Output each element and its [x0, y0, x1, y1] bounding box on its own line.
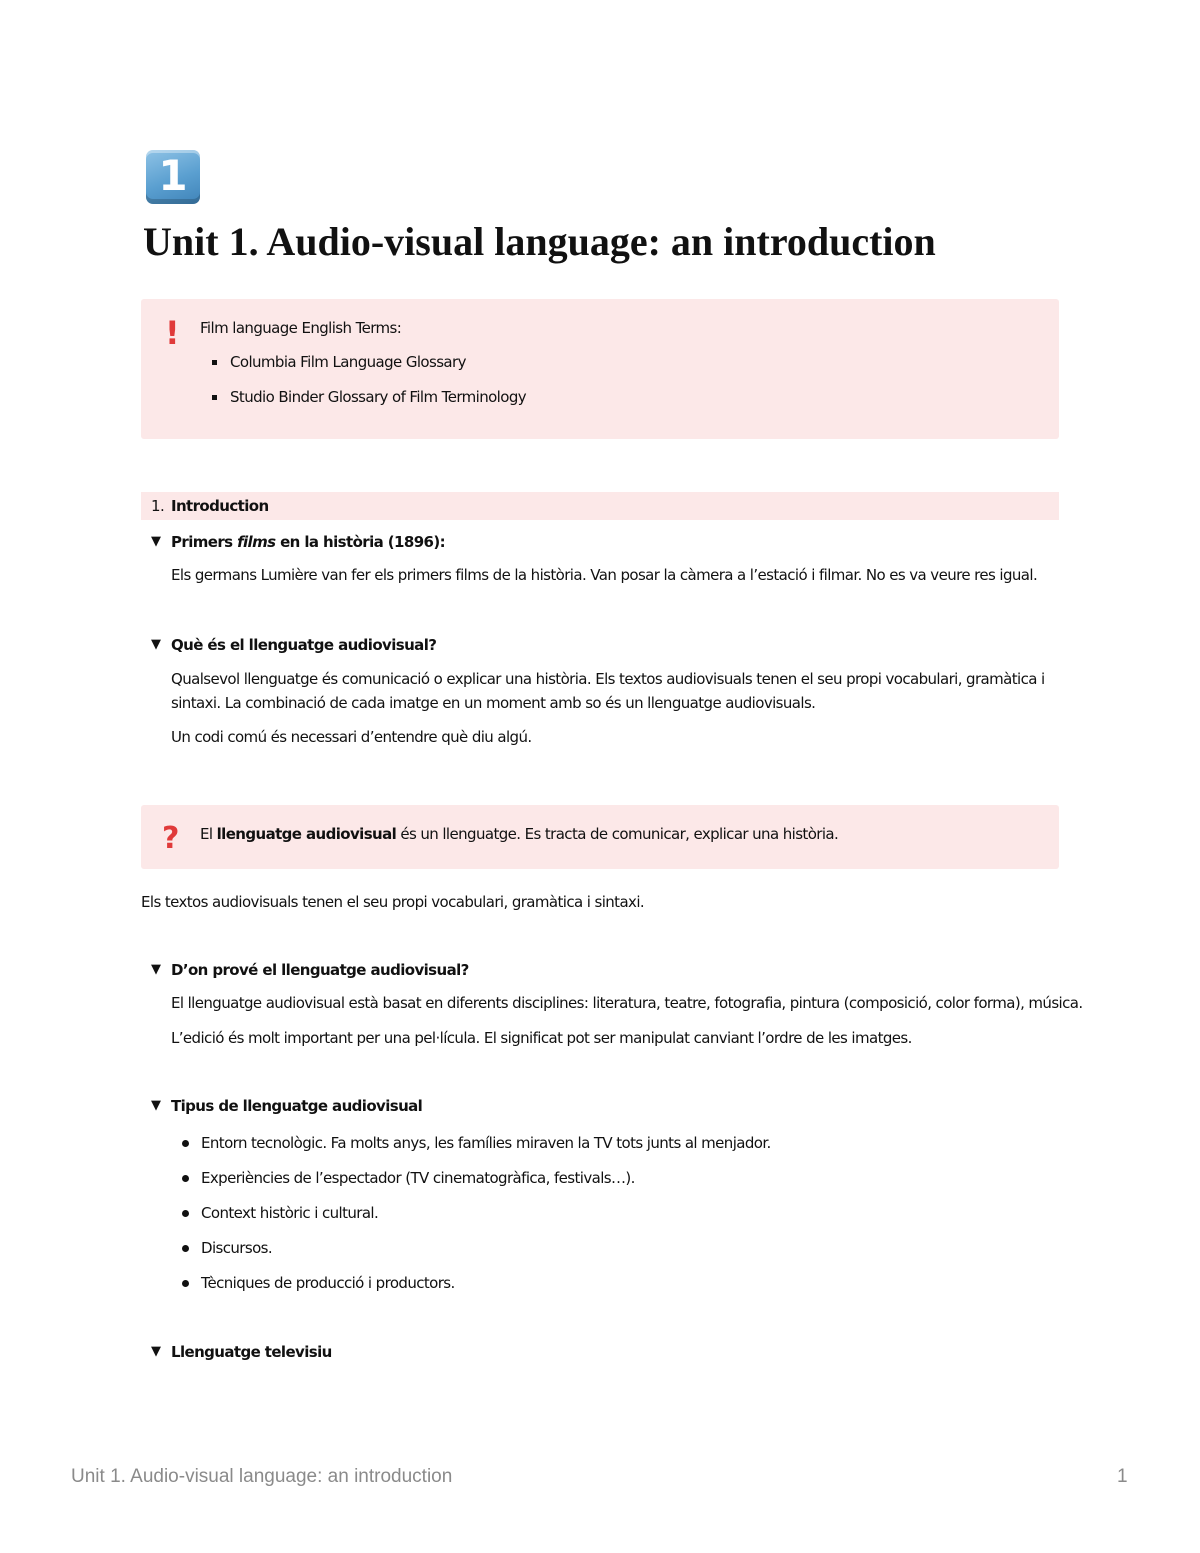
- toggle-triangle-icon[interactable]: ▼: [151, 637, 161, 652]
- toggle-title-don-prove[interactable]: D’on prové el llenguatge audiovisual?: [171, 961, 469, 979]
- footer-title: Unit 1. Audio-visual language: an introduction: [71, 1466, 453, 1487]
- toggle-triangle-icon[interactable]: ▼: [151, 962, 161, 977]
- list-item: Entorn tecnològic. Fa molts anys, les famílies miraven la TV tots junts al menjador.: [201, 1134, 771, 1152]
- paragraph-lumiere: Els germans Lumière van fer els primers films de la història. Van posar la càmera a l’estació i filmar. No es va veure res igual.: [171, 566, 1038, 584]
- bullet-dot: [182, 1140, 189, 1147]
- toggle-title-que-es[interactable]: Què és el llenguatge audiovisual?: [171, 636, 437, 654]
- toggle-title-televisiu[interactable]: Llenguatge televisiu: [171, 1343, 332, 1361]
- callout-text-part: és un llenguatge. Es tracta de comunicar, explicar una història.: [396, 825, 839, 843]
- paragraph-disciplines: El llenguatge audiovisual està basat en diferents disciplines: literatura, teatre, fotografia, pintura (composició, color forma), música.: [171, 994, 1083, 1012]
- page-icon-digit: 1: [158, 151, 188, 200]
- keycap-one-icon: [146, 150, 200, 204]
- callout-question-text: [200, 824, 838, 844]
- bullet-dot: [182, 1245, 189, 1252]
- bullet-dot: [182, 1280, 189, 1287]
- toggle-title-tipus[interactable]: Tipus de llenguatge audiovisual: [171, 1097, 423, 1115]
- list-item: Discursos.: [201, 1239, 273, 1257]
- toggle-title-primers-films[interactable]: [171, 532, 445, 552]
- toggle-title-part: en la història (1896):: [275, 533, 446, 551]
- link-columbia-glossary[interactable]: Columbia Film Language Glossary: [230, 353, 466, 371]
- section-heading-introduction: [141, 492, 1059, 520]
- paragraph-que-line1: Qualsevol llenguatge és comunicació o explicar una història. Els textos audiovisuals tenen el seu propi vocabulari, gramàtica i: [171, 670, 1045, 688]
- list-item: Context històric i cultural.: [201, 1204, 379, 1222]
- exclamation-icon: !: [165, 314, 180, 352]
- toggle-triangle-icon[interactable]: ▼: [151, 534, 161, 549]
- question-mark-icon: ?: [162, 821, 180, 856]
- paragraph-codi-comu: Un codi comú és necessari d’entendre què diu algú.: [171, 728, 532, 746]
- callout-text-bold: llenguatge audiovisual: [216, 825, 397, 843]
- bullet-dot: [182, 1175, 189, 1182]
- footer-page-number: 1: [1117, 1466, 1128, 1487]
- paragraph-textos-audiovisuals: Els textos audiovisuals tenen el seu propi vocabulari, gramàtica i sintaxi.: [141, 893, 645, 911]
- paragraph-que-line2: sintaxi. La combinació de cada imatge en un moment amb so és un llenguatge audiovisuals.: [171, 694, 816, 712]
- bullet-dot: [182, 1210, 189, 1217]
- callout-question: [141, 805, 1059, 869]
- section-title: Introduction: [171, 497, 269, 515]
- link-studiobinder-glossary[interactable]: Studio Binder Glossary of Film Terminology: [230, 388, 527, 406]
- toggle-title-part: Primers: [171, 533, 238, 551]
- bullet-square: [212, 395, 217, 400]
- toggle-triangle-icon[interactable]: ▼: [151, 1098, 161, 1113]
- callout-text-part: El: [200, 825, 217, 843]
- callout-terms-text: Film language English Terms:: [200, 319, 402, 337]
- bullet-square: [212, 360, 217, 365]
- list-item: Experiències de l’espectador (TV cinematogràfica, festivals…).: [201, 1169, 635, 1187]
- paragraph-edicio: L’edició és molt important per una pel·lícula. El significat pot ser manipulat canviant l’ordre de les imatges.: [171, 1029, 912, 1047]
- toggle-triangle-icon[interactable]: ▼: [151, 1344, 161, 1359]
- list-item: Tècniques de producció i productors.: [201, 1274, 455, 1292]
- callout-film-terms: [141, 299, 1059, 439]
- page-title: Unit 1. Audio-visual language: an introduction: [143, 219, 936, 264]
- toggle-title-emphasis: films: [237, 533, 276, 551]
- section-number: 1.: [151, 497, 165, 515]
